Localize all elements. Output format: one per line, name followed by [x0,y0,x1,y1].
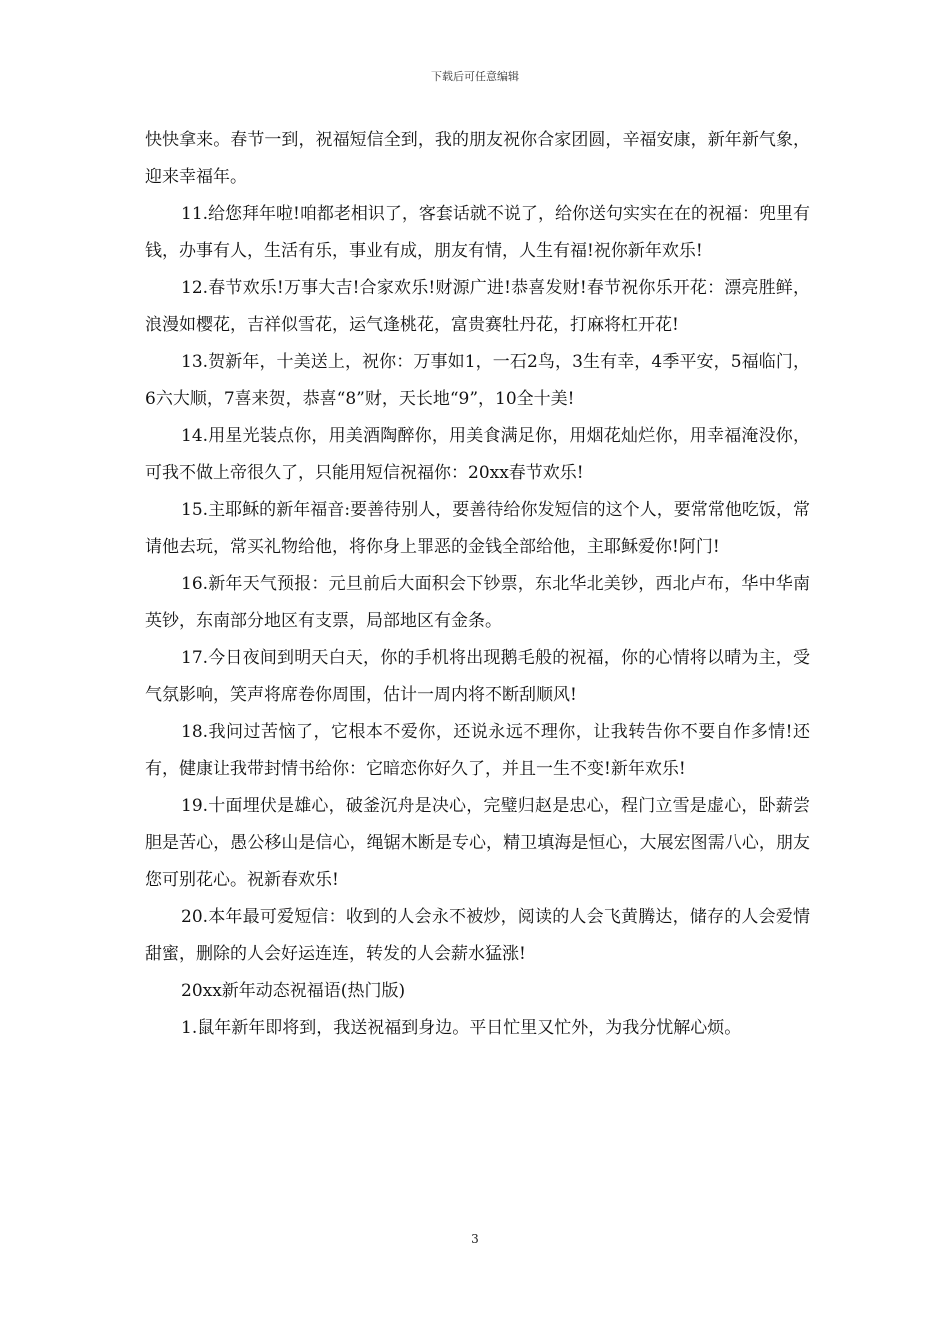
document-body [145,122,810,1047]
paragraph: 15.主耶稣的新年福音:要善待别人，要善待给你发短信的这个人，要常常他吃饭，常请他去玩，常买礼物给他，将你身上罪恶的金钱全部给他，主耶稣爱你!阿门! [145,500,810,557]
paragraph: 1.鼠年新年即将到，我送祝福到身边。平日忙里又忙外，为我分忧解心烦。 [181,1018,742,1038]
paragraph: 13.贺新年，十美送上，祝你：万事如1，一石2鸟，3生有幸，4季平安，5福临门，6六大顺，7喜来贺，恭喜“8”财，天长地“9”，10全十美! [145,352,810,409]
section-heading: 20xx新年动态祝福语(热门版) [181,981,406,1001]
page-number: 3 [471,1232,479,1246]
paragraph: 18.我问过苦恼了，它根本不爱你，还说永远不理你，让我转告你不要自作多情!还有，健康让我带封情书给你：它暗恋你好久了，并且一生不变!新年欢乐! [145,722,810,779]
paragraph: 12.春节欢乐!万事大吉!合家欢乐!财源广进!恭喜发财!春节祝你乐开花：漂亮胜鲜，浪漫如樱花，吉祥似雪花，运气逢桃花，富贵赛牡丹花，打麻将杠开花! [145,278,810,335]
paragraph: 16.新年天气预报：元旦前后大面积会下钞票，东北华北美钞，西北卢布，华中华南英钞，东南部分地区有支票，局部地区有金条。 [145,574,810,631]
paragraph: 14.用星光装点你，用美酒陶醉你，用美食满足你，用烟花灿烂你，用幸福淹没你，可我不做上帝很久了，只能用短信祝福你：20xx春节欢乐! [145,426,810,483]
paragraph: 17.今日夜间到明天白天，你的手机将出现鹅毛般的祝福，你的心情将以晴为主，受气氛影响，笑声将席卷你周围，估计一周内将不断刮顺风! [145,648,810,705]
paragraph: 19.十面埋伏是雄心，破釜沉舟是决心，完璧归赵是忠心，程门立雪是虚心，卧薪尝胆是苦心，愚公移山是信心，绳锯木断是专心，精卫填海是恒心，大展宏图需八心，朋友您可别花心。祝新春欢乐! [145,796,810,890]
paragraph: 20.本年最可爱短信：收到的人会永不被炒，阅读的人会飞黄腾达，储存的人会爱情甜蜜，删除的人会好运连连，转发的人会薪水猛涨! [145,907,810,964]
paragraph: 11.给您拜年啦!咱都老相识了，客套话就不说了，给你送句实实在在的祝福：兜里有钱，办事有人，生活有乐，事业有成，朋友有情，人生有福!祝你新年欢乐! [145,204,810,261]
paragraph: 快快拿来。春节一到，祝福短信全到，我的朋友祝你合家团圆，辛福安康，新年新气象，迎来幸福年。 [145,130,810,187]
page-header: 下载后可任意编辑 [431,70,519,83]
